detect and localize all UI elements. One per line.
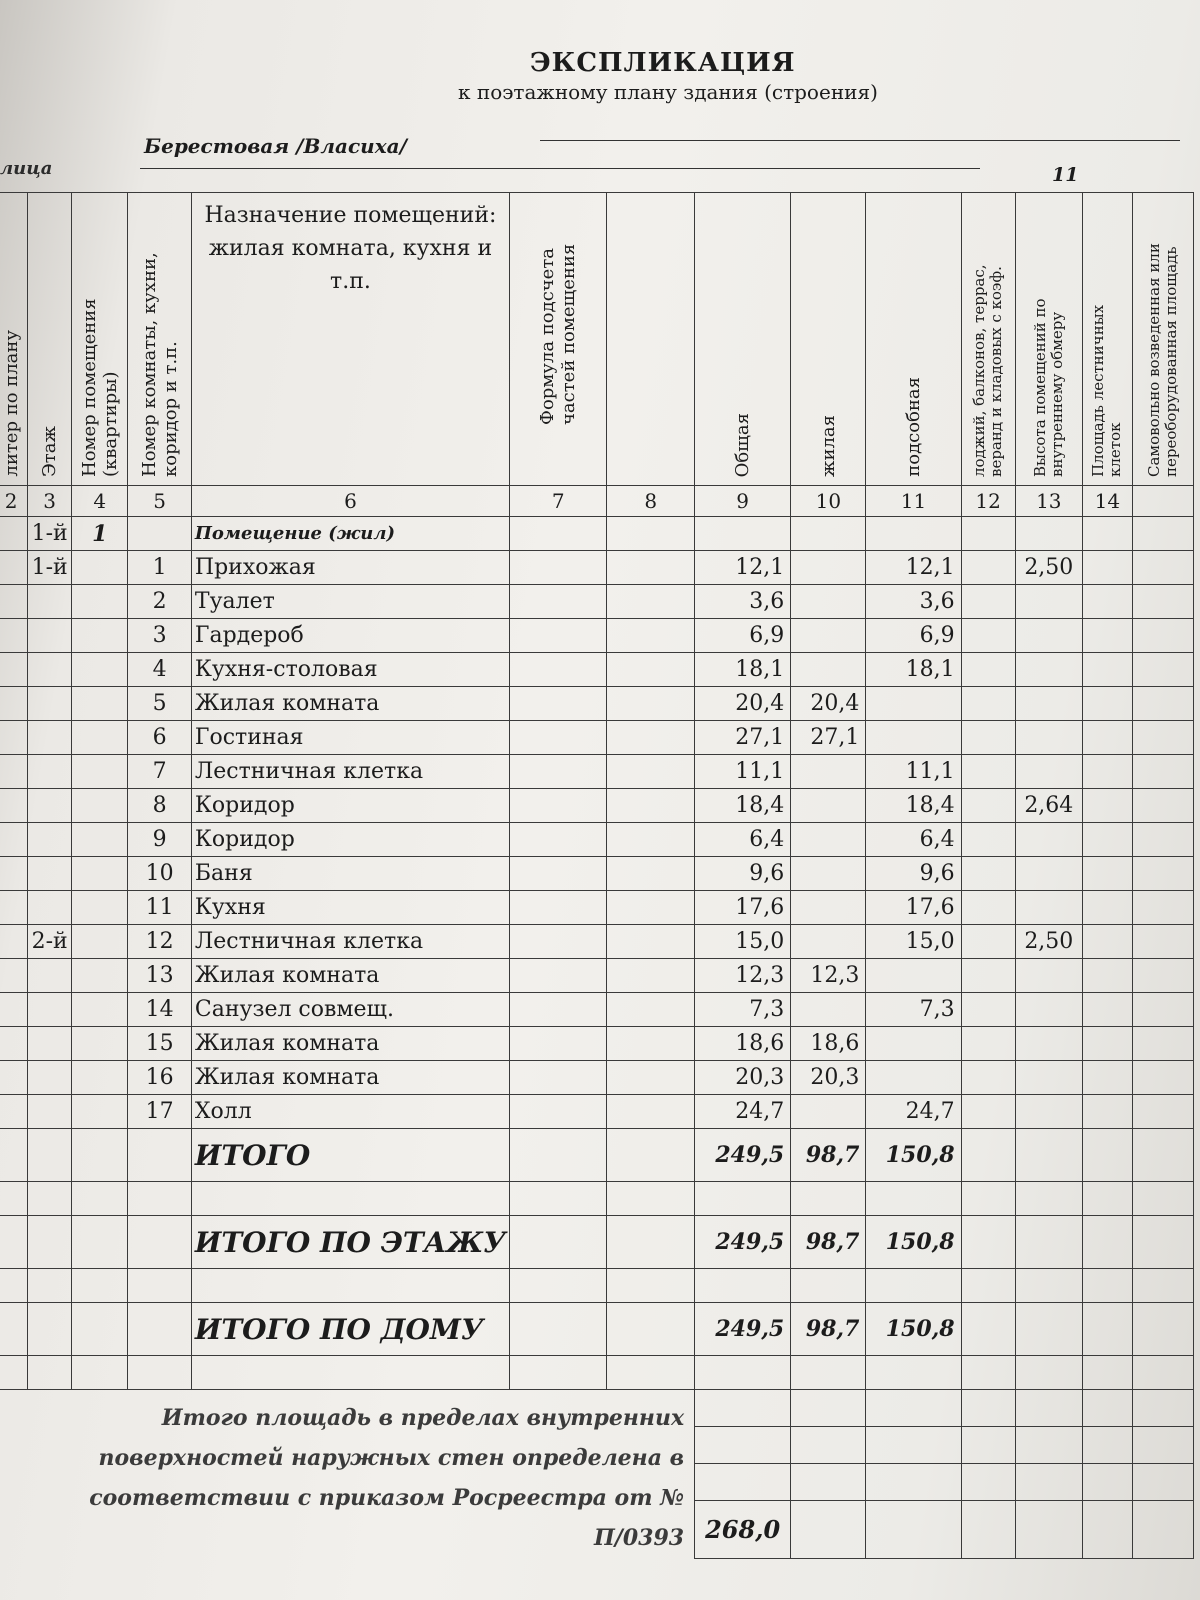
top-underline	[540, 140, 1180, 141]
row-floor	[28, 959, 72, 993]
row-room-number: 6	[128, 721, 191, 755]
row-room-number: 5	[128, 687, 191, 721]
row-total-area: 17,6	[695, 891, 791, 925]
col-number: 4	[72, 486, 128, 517]
row-total-area: 12,3	[695, 959, 791, 993]
row-room-number: 14	[128, 993, 191, 1027]
col-number: 3	[28, 486, 72, 517]
row-height	[1015, 993, 1082, 1027]
row-room-number: 2	[128, 585, 191, 619]
row-total-area: 15,0	[695, 925, 791, 959]
row-aux-area: 17,6	[866, 891, 961, 925]
row-living-area	[791, 823, 866, 857]
street-value: Берестовая /Власиха/	[144, 134, 407, 158]
row-living-area: 27,1	[791, 721, 866, 755]
row-floor	[28, 687, 72, 721]
row-living-area	[791, 551, 866, 585]
row-room-name: Коридор	[191, 789, 509, 823]
itogo-row	[0, 1129, 1194, 1182]
blank-row	[0, 1182, 1194, 1216]
col-1-header: литер по плану	[0, 193, 28, 486]
row-room-name: Жилая комната	[191, 687, 509, 721]
itogo-aux: 150,8	[866, 1129, 961, 1182]
table-row	[0, 789, 1194, 823]
row-total-area: 24,7	[695, 1095, 791, 1129]
row-living-area	[791, 1095, 866, 1129]
row-floor	[28, 619, 72, 653]
table-row	[0, 721, 1194, 755]
row-height	[1015, 755, 1082, 789]
row-room-name: Коридор	[191, 823, 509, 857]
col-8-header: Общая	[695, 193, 791, 486]
col-11-header: лоджий, балконов, террас, веранд и кладовых с коэф.	[961, 193, 1015, 486]
row-height	[1015, 653, 1082, 687]
itogo-label: ИТОГО	[191, 1129, 509, 1182]
table-row	[0, 823, 1194, 857]
table-row	[0, 1027, 1194, 1061]
room-rows	[0, 551, 1194, 1129]
row-living-area: 18,6	[791, 1027, 866, 1061]
table-row	[0, 857, 1194, 891]
row-aux-area	[866, 959, 961, 993]
row-room-name: Кухня-столовая	[191, 653, 509, 687]
total-area-value: 268,0	[695, 1501, 791, 1559]
row-floor	[28, 1027, 72, 1061]
row-height	[1015, 823, 1082, 857]
table-row	[0, 959, 1194, 993]
row-height	[1015, 857, 1082, 891]
premise-floor: 1-й	[28, 517, 72, 551]
row-height	[1015, 585, 1082, 619]
col-number	[1132, 486, 1193, 517]
col-2-header: Этаж	[28, 193, 72, 486]
row-height	[1015, 1095, 1082, 1129]
row-living-area	[791, 925, 866, 959]
row-floor	[28, 653, 72, 687]
house-total: 249,5	[695, 1303, 791, 1356]
row-floor	[28, 585, 72, 619]
row-aux-area: 12,1	[866, 551, 961, 585]
header-row	[0, 193, 1194, 486]
col-number: 2	[0, 486, 28, 517]
house-total-row	[0, 1303, 1194, 1356]
row-floor	[28, 993, 72, 1027]
row-aux-area: 18,1	[866, 653, 961, 687]
row-total-area: 18,6	[695, 1027, 791, 1061]
col-7-header	[607, 193, 695, 486]
street-underline	[140, 168, 980, 169]
row-room-number: 8	[128, 789, 191, 823]
table-row	[0, 687, 1194, 721]
row-living-area: 12,3	[791, 959, 866, 993]
document-title: ЭКСПЛИКАЦИЯ	[530, 48, 796, 78]
col-9-header: жилая	[791, 193, 866, 486]
row-aux-area: 24,7	[866, 1095, 961, 1129]
row-aux-area: 9,6	[866, 857, 961, 891]
row-height	[1015, 891, 1082, 925]
premise-name: Помещение (жил)	[191, 517, 509, 551]
blank-row	[0, 1269, 1194, 1303]
row-floor	[28, 1061, 72, 1095]
row-aux-area	[866, 721, 961, 755]
row-room-number: 17	[128, 1095, 191, 1129]
col-13-header: Площадь лестничных клеток	[1082, 193, 1132, 486]
row-room-name: Кухня	[191, 891, 509, 925]
row-room-name: Жилая комната	[191, 1061, 509, 1095]
footnote-text: Итого площадь в пределах внутренних поверхностей наружных стен определена в соответствии с приказом Росреестра от № П/0393	[0, 1390, 695, 1559]
col-number: 8	[607, 486, 695, 517]
col-number: 7	[510, 486, 607, 517]
col-3-header: Номер помещения (квартиры)	[72, 193, 128, 486]
house-aux: 150,8	[866, 1303, 961, 1356]
row-aux-area	[866, 1061, 961, 1095]
col-6-header: Формула подсчета частей помещения	[510, 193, 607, 486]
floor-total-label: ИТОГО ПО ЭТАЖУ	[191, 1216, 509, 1269]
row-total-area: 7,3	[695, 993, 791, 1027]
row-living-area	[791, 653, 866, 687]
document-subtitle: к поэтажному плану здания (строения)	[458, 80, 878, 104]
col-number: 10	[791, 486, 866, 517]
floor-total: 249,5	[695, 1216, 791, 1269]
row-total-area: 3,6	[695, 585, 791, 619]
table-row	[0, 551, 1194, 585]
table-row	[0, 755, 1194, 789]
row-floor: 1-й	[28, 551, 72, 585]
row-living-area	[791, 789, 866, 823]
row-living-area	[791, 891, 866, 925]
row-room-number: 15	[128, 1027, 191, 1061]
row-aux-area: 18,4	[866, 789, 961, 823]
row-room-name: Санузел совмещ.	[191, 993, 509, 1027]
row-height: 2,64	[1015, 789, 1082, 823]
footnote-row	[0, 1390, 1194, 1427]
col-12-header: Высота помещений по внутреннему обмеру	[1015, 193, 1082, 486]
table-row	[0, 653, 1194, 687]
row-living-area: 20,3	[791, 1061, 866, 1095]
row-total-area: 27,1	[695, 721, 791, 755]
row-total-area: 18,4	[695, 789, 791, 823]
row-room-number: 12	[128, 925, 191, 959]
row-total-area: 12,1	[695, 551, 791, 585]
floor-living: 98,7	[791, 1216, 866, 1269]
row-room-number: 13	[128, 959, 191, 993]
table-row	[0, 619, 1194, 653]
row-room-name: Лестничная клетка	[191, 925, 509, 959]
row-room-name: Лестничная клетка	[191, 755, 509, 789]
row-height	[1015, 1027, 1082, 1061]
col-5-header: Назначение помещений: жилая комната, кухня и т.п.	[191, 193, 509, 486]
house-total-label: ИТОГО ПО ДОМУ	[191, 1303, 509, 1356]
row-room-number: 4	[128, 653, 191, 687]
floor-aux: 150,8	[866, 1216, 961, 1269]
row-height	[1015, 687, 1082, 721]
row-height	[1015, 959, 1082, 993]
row-floor: 2-й	[28, 925, 72, 959]
row-aux-area: 11,1	[866, 755, 961, 789]
row-total-area: 6,9	[695, 619, 791, 653]
table-row	[0, 1061, 1194, 1095]
row-living-area	[791, 993, 866, 1027]
row-aux-area	[866, 1027, 961, 1061]
col-number: 5	[128, 486, 191, 517]
row-aux-area: 6,4	[866, 823, 961, 857]
row-living-area: 20,4	[791, 687, 866, 721]
row-room-name: Прихожая	[191, 551, 509, 585]
col-number: 14	[1082, 486, 1132, 517]
row-height: 2,50	[1015, 925, 1082, 959]
row-floor	[28, 755, 72, 789]
col-number: 9	[695, 486, 791, 517]
col-number: 13	[1015, 486, 1082, 517]
row-floor	[28, 789, 72, 823]
table-row	[0, 993, 1194, 1027]
row-floor	[28, 891, 72, 925]
row-total-area: 11,1	[695, 755, 791, 789]
house-living: 98,7	[791, 1303, 866, 1356]
premise-row	[0, 517, 1194, 551]
house-number: 11	[1052, 164, 1079, 186]
table-row	[0, 1095, 1194, 1129]
itogo-living: 98,7	[791, 1129, 866, 1182]
row-total-area: 20,4	[695, 687, 791, 721]
row-room-number: 1	[128, 551, 191, 585]
column-number-row	[0, 486, 1194, 517]
table-row	[0, 585, 1194, 619]
row-floor	[28, 1095, 72, 1129]
row-total-area: 9,6	[695, 857, 791, 891]
row-room-name: Жилая комната	[191, 959, 509, 993]
row-room-number: 16	[128, 1061, 191, 1095]
row-floor	[28, 857, 72, 891]
row-aux-area: 15,0	[866, 925, 961, 959]
row-living-area	[791, 755, 866, 789]
row-total-area: 18,1	[695, 653, 791, 687]
col-number: 12	[961, 486, 1015, 517]
row-floor	[28, 721, 72, 755]
explication-table	[0, 192, 1194, 1559]
row-aux-area: 3,6	[866, 585, 961, 619]
row-aux-area: 7,3	[866, 993, 961, 1027]
row-room-name: Гостиная	[191, 721, 509, 755]
col-14-header: Самовольно возведенная или переоборудованная площадь	[1132, 193, 1193, 486]
row-room-name: Жилая комната	[191, 1027, 509, 1061]
row-room-number: 7	[128, 755, 191, 789]
row-room-number: 9	[128, 823, 191, 857]
table-row	[0, 925, 1194, 959]
row-height	[1015, 619, 1082, 653]
col-10-header: подсобная	[866, 193, 961, 486]
premise-number: 1	[72, 517, 128, 551]
row-living-area	[791, 619, 866, 653]
row-height	[1015, 1061, 1082, 1095]
row-living-area	[791, 857, 866, 891]
row-room-name: Баня	[191, 857, 509, 891]
row-room-number: 3	[128, 619, 191, 653]
col-number: 6	[191, 486, 509, 517]
row-room-name: Холл	[191, 1095, 509, 1129]
row-floor	[28, 823, 72, 857]
table-row	[0, 891, 1194, 925]
row-room-name: Гардероб	[191, 619, 509, 653]
row-height: 2,50	[1015, 551, 1082, 585]
row-room-number: 11	[128, 891, 191, 925]
col-4-header: Номер комнаты, кухни, коридор и т.п.	[128, 193, 191, 486]
row-height	[1015, 721, 1082, 755]
row-room-name: Туалет	[191, 585, 509, 619]
row-aux-area	[866, 687, 961, 721]
row-room-number: 10	[128, 857, 191, 891]
row-living-area	[791, 585, 866, 619]
row-total-area: 20,3	[695, 1061, 791, 1095]
blank-row	[0, 1356, 1194, 1390]
col-number: 11	[866, 486, 961, 517]
row-total-area: 6,4	[695, 823, 791, 857]
street-label: лица	[0, 158, 53, 179]
itogo-total: 249,5	[695, 1129, 791, 1182]
floor-total-row	[0, 1216, 1194, 1269]
row-aux-area: 6,9	[866, 619, 961, 653]
